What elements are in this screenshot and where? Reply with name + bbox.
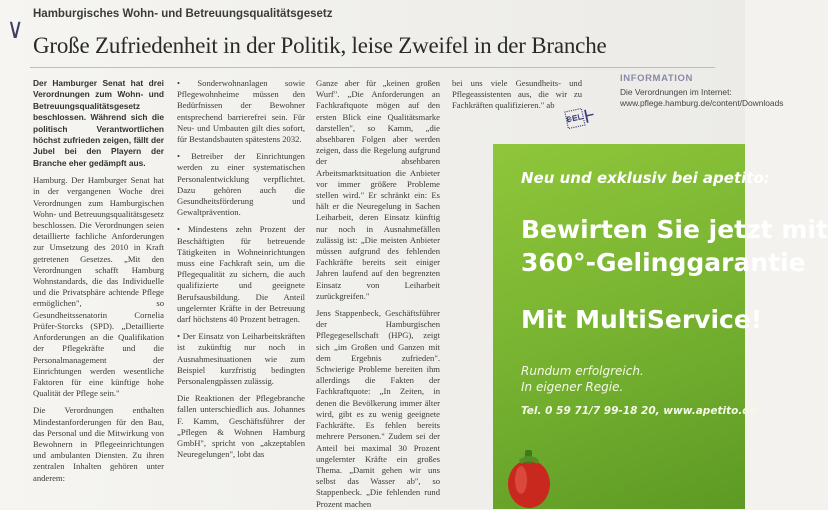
bullet-item: • Sonderwohnanlagen sowie Pflegewohnheime müssen den Bedürfnissen der Bewohner entsprechend barrierefrei sein. Für Neu- und Umbauten gilt dies sofort, für Bestandsbauten spätestens 2032. bbox=[177, 78, 305, 145]
article-paragraph: Ganze aber für „keinen großen Wurf". „Die Anforderungen an Fachkraftquote mögen auf den ersten Blick eine Qualitätsmarke darstellen", so Kamm, „die absehbaren Folgen aber werden zeigen, dass die Regelung aufgrund der absehbaren Arbeitsmarktsituation die Anbieter vor immer größere Probleme stellen wird." Er schränkt ein: Es hält er die Neuregelung in Sachen Leiharbeit, deren Einsatz künftig nur noch in Ausnahmefällen zulässig ist: „Die meisten Anbieter müssen aufgrund des fehlenden Fachkräfte bereits seit einiger Jahren laufend auf den begrenzten Einsatz von Leiharbeit zurückgreifen." bbox=[316, 78, 440, 301]
article-paragraph: Die Reaktionen der Pflegebranche fallen unterschiedlich aus. Johannes F. Kamm, Geschäftsführer der „Pflegen & Wohnen Hamburg GmbH", spricht von „akzeptablen Neuregelungen", lobt das bbox=[177, 393, 305, 460]
bullet-item: • Der Einsatz von Leiharbeitskräften ist zukünftig nur noch in Ausnahmesituationen wie zum Beispiel kurzfristig bedingten Personalengpässen zulässig. bbox=[177, 331, 305, 387]
pen-annotation-mark: Ⱶ bbox=[564, 105, 598, 132]
article-paragraph bbox=[452, 78, 582, 112]
bullet-item: • Mindestens zehn Prozent der Beschäftigten für betreuende Tätigkeiten in Wohneinrichtungen muss eine Fachkraft sein, um die Pflegequalität zu sichern, die auch qualifizierte und geeignete Berufsausbildung. Die Anteil ungelernter Kräfte in der Betreuung darf höchstens 40 Prozent betragen. bbox=[177, 224, 305, 325]
info-box bbox=[620, 73, 784, 110]
apetito-advertisement bbox=[493, 144, 828, 509]
info-text: Die Verordnungen im Internet: www.pflege.hamburg.de/content/Downloads bbox=[620, 87, 784, 109]
article-column-4 bbox=[452, 78, 582, 138]
article-column-3 bbox=[316, 78, 440, 509]
author-initials: ab bbox=[546, 100, 555, 111]
article-kicker: Hamburgisches Wohn- und Betreuungsqualitätsgesetz bbox=[33, 8, 333, 20]
red-pepper-image bbox=[503, 442, 555, 509]
ad-slogan-1: Rundum erfolgreich. bbox=[521, 364, 644, 378]
article-paragraph: Die Verordnungen enthalten Mindestanforderungen für den Bau, das Personal und die Mitwirkung von Bewohnern in Pflegeeinrichtungen und ambulanten Diensten. Zu ihren zentralen Inhalten gehören unter anderem: bbox=[33, 405, 164, 483]
bullet-item: • Betreiber der Einrichtungen werden zu einer systematischen Personalentwicklung verpflichtet. Dazu gehören auch die Gesundheitsförderung und Gewaltprävention. bbox=[177, 151, 305, 218]
ad-slogan-2: In eigener Regie. bbox=[521, 380, 624, 394]
ad-headline-2: 360°-Gelinggarantie bbox=[521, 248, 806, 277]
ad-headline-3: Mit MultiService! bbox=[521, 305, 763, 334]
article-column-2 bbox=[177, 78, 305, 503]
ad-headline-1: Bewirten Sie jetzt mit bbox=[521, 215, 828, 244]
ad-tagline: Neu und exklusiv bei apetito: bbox=[521, 169, 770, 187]
article-paragraph: Jens Stappenbeck, Geschäftsführer der Hamburgischen Pflegegesellschaft (HPG), zeigt sich „im Großen und Ganzen mit dem Ergebnis zufrieden". Schwierige Probleme bereiten ihm allerdings die Fakten der Fachkraftquote: „In Zeiten, in denen die Bevölkerung immer älter wird, gibt es zu wenig geeignete Fachkräfte. Es fehlen bereits mehrere Personen." Zudem sei der Anteil bei maximal 30 Prozent ungelernter Kräfte ein großes Thema. „Damit gehen wir uns selbst das Wasser ab", so Stappenbeck. „Die fehlenden rund Prozent machen bbox=[316, 308, 440, 509]
ad-contact: Tel. 0 59 71/7 99-18 20, www.apetito.de bbox=[521, 405, 757, 417]
pen-check-mark: ∨ bbox=[7, 12, 24, 45]
headline-divider bbox=[30, 67, 715, 68]
article-column-1 bbox=[33, 78, 164, 503]
article-paragraph: Hamburg. Der Hamburger Senat hat in der vergangenen Woche drei Verordnungen zum Hamburgischen Wohn- und Betreuungsqualitätsgesetz beschlossen. Die Verordnungen seien detaillierte fachliche Anforderungen zur Umsetzung des 2010 in Kraft getretenen Gesetzes. „Mit den Verordnungen schafft Hamburg Wohnstandards, die das Individuelle und die Privatsphäre achtende Pflege ermöglichen", so Gesundheitssenatorin Cornelia Prüfer-Storcks (SPD). „Detaillierte Anforderungen an die Qualifikation der Pflegekräfte und die Personalmanagement der Einrichtungen werden wesentliche Faktoren für eine künftige hohe Qualität der Pflege sein." bbox=[33, 175, 164, 399]
article-closing-text: bei uns viele Gesundheits- und Pflegeassistenten aus, die wir zu Fachkräften qualifizieren." bbox=[452, 78, 582, 111]
article-headline: Große Zufriedenheit in der Politik, leise Zweifel in der Branche bbox=[33, 33, 607, 58]
info-heading: INFORMATION bbox=[620, 73, 693, 84]
article-lead: Der Hamburger Senat hat drei Verordnungen zum Wohn- und Betreuungsqualitätsgesetz beschlossen. Während sich die politisch Verantwortlichen höchst zufrieden zeigen, fällt der Jubel bei den Playern der Branche eher gedämpft aus. bbox=[33, 78, 164, 168]
